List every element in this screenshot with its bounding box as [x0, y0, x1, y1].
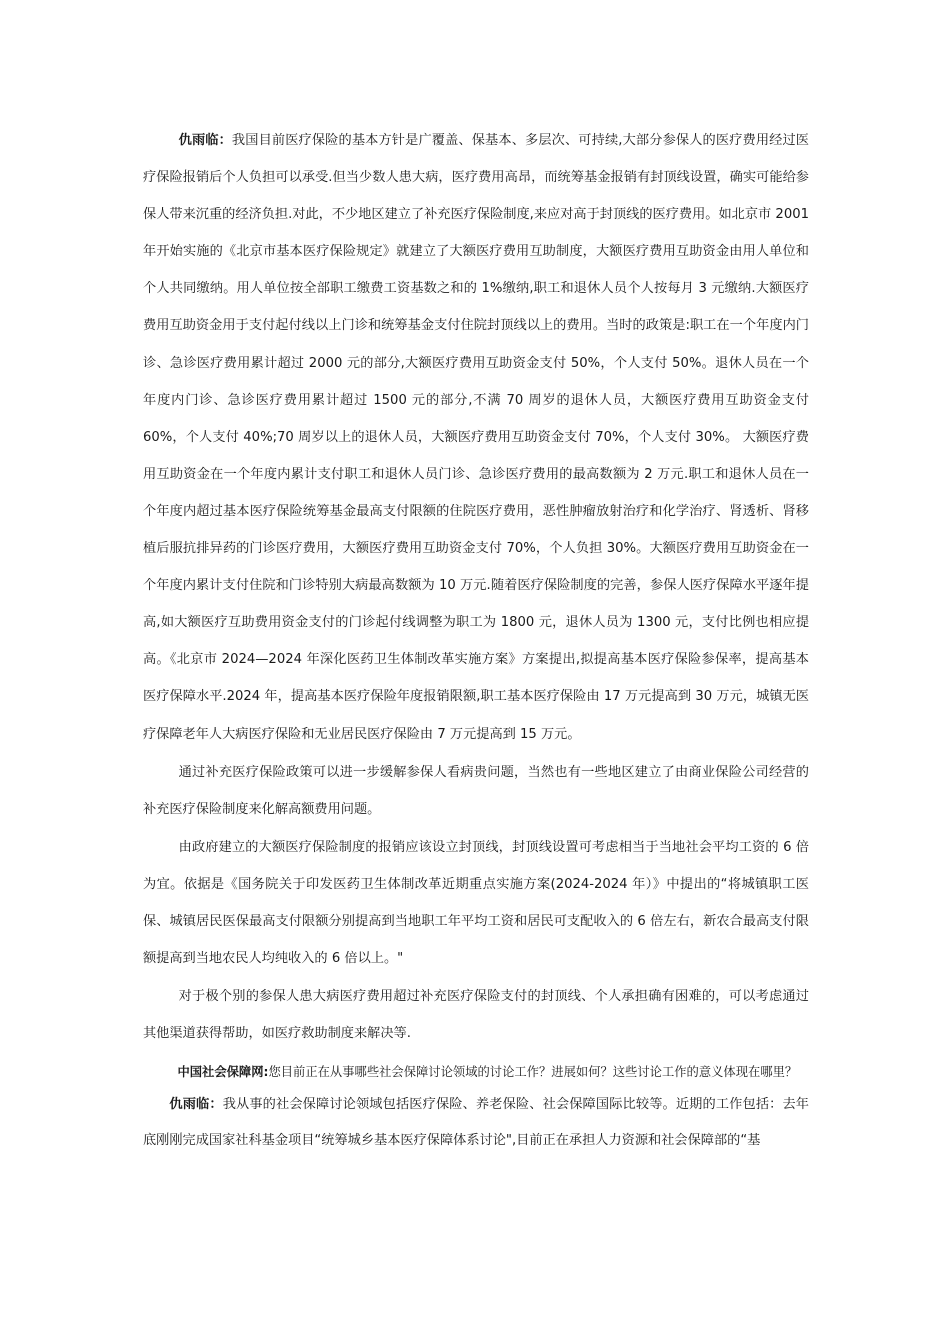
- paragraph-text: 我国目前医疗保险的基本方针是广覆盖、保基本、多层次、可持续,大部分参保人的医疗费用经过医疗保险报销后个人负担可以承受.但当少数人患大病，医疗费用高昂，而统筹基金报销有封顶线设置，确实可能给参保人带来沉重的经济负担.对此，不少地区建立了补充医疗保险制度,来应对高于封顶线的医疗费用。如北京市 2001 年开始实施的《北京市基本医疗保险规定》就建立了大额医疗费用互助制度，大额医疗费用互助资金由用人单位和个人共同缴纳。用人单位按全部职工缴费工资基数之和的 1%缴纳,职工和退休人员个人按每月 3 元缴纳.大额医疗费用互助资金用于支付起付线以上门诊和统筹基金支付住院封顶线以上的费用。当时的政策是:职工在一个年度内门诊、急诊医疗费用累计超过 2000 元的部分,大额医疗费用互助资金支付 50%，个人支付 50%。退休人员在一个年度内门诊、急诊医疗费用累计超过 1500 元的部分,不满 70 周岁的退休人员，大额医疗费用互助资金支付 60%，个人支付 40%;70 周岁以上的退休人员，大额医疗费用互助资金支付 70%，个人支付 30%。 大额医疗费用互助资金在一个年度内累计支付职工和退休人员门诊、急诊医疗费用的最高数额为 2 万元.职工和退休人员在一个年度内超过基本医疗保险统筹基金最高支付限额的住院医疗费用，恶性肿瘤放射治疗和化学治疗、肾透析、肾移植后服抗排异药的门诊医疗费用，大额医疗费用互助资金支付 70%，个人负担 30%。大额医疗费用互助资金在一个年度内累计支付住院和门诊特别大病最高数额为 10 万元.随着医疗保险制度的完善，参保人医疗保障水平逐年提高,如大额医疗互助费用资金支付的门诊起付线调整为职工为 1800 元，退休人员为 1300 元，支付比例也相应提高。《北京市 2024—2024 年深化医药卫生体制改革实施方案》方案提出,拟提高基本医疗保险参保率，提高基本医疗保障水平.2024 年，提高基本医疗保险年度报销限额,职工基本医疗保险由 17 万元提高到 30 万元，城镇无医疗保障老年人大病医疗保险和无业居民医疗保险由 7 万元提高到 15 万元。: [143, 133, 809, 742]
- speaker-label: 仇雨临：: [169, 1096, 223, 1112]
- answer-paragraph-5: [143, 1087, 809, 1159]
- answer-paragraph-1: [143, 122, 809, 753]
- answer-paragraph-4: 对于极个别的参保人患大病医疗费用超过补充医疗保险支付的封顶线、个人承担确有困难的，可以考虑通过其他渠道获得帮助，如医疗救助制度来解决等.: [143, 989, 809, 1042]
- document-page: [143, 122, 809, 1159]
- answer-paragraph-3: 由政府建立的大额医疗保险制度的报销应该设立封顶线，封顶线设置可考虑相当于当地社会平均工资的 6 倍为宜。依据是《国务院关于印发医药卫生体制改革近期重点实施方案(2024-2024 年）》中提出的“将城镇职工医保、城镇居民医保最高支付限额分别提高到当地职工年平均工资和居民可支配收入的 6 倍左右，新农合最高支付限额提高到当地农民人均纯收入的 6 倍以上。": [143, 839, 809, 967]
- question-paragraph: [143, 1062, 809, 1083]
- question-text: 您目前正在从事哪些社会保障讨论领域的讨论工作？进展如何？这些讨论工作的意义体现在哪里？: [268, 1065, 798, 1080]
- answer-paragraph-2: 通过补充医疗保险政策可以进一步缓解参保人看病贵问题，当然也有一些地区建立了由商业保险公司经营的补充医疗保险制度来化解高额费用问题。: [143, 764, 809, 817]
- interviewer-label: 中国社会保障网:: [177, 1065, 269, 1080]
- paragraph-text: 我从事的社会保障讨论领域包括医疗保险、养老保险、社会保障国际比较等。近期的工作包括：去年底刚刚完成国家社科基金项目“统筹城乡基本医疗保障体系讨论",目前正在承担人力资源和社会保障部的“基: [143, 1096, 809, 1148]
- speaker-label: 仇雨临：: [178, 133, 232, 148]
